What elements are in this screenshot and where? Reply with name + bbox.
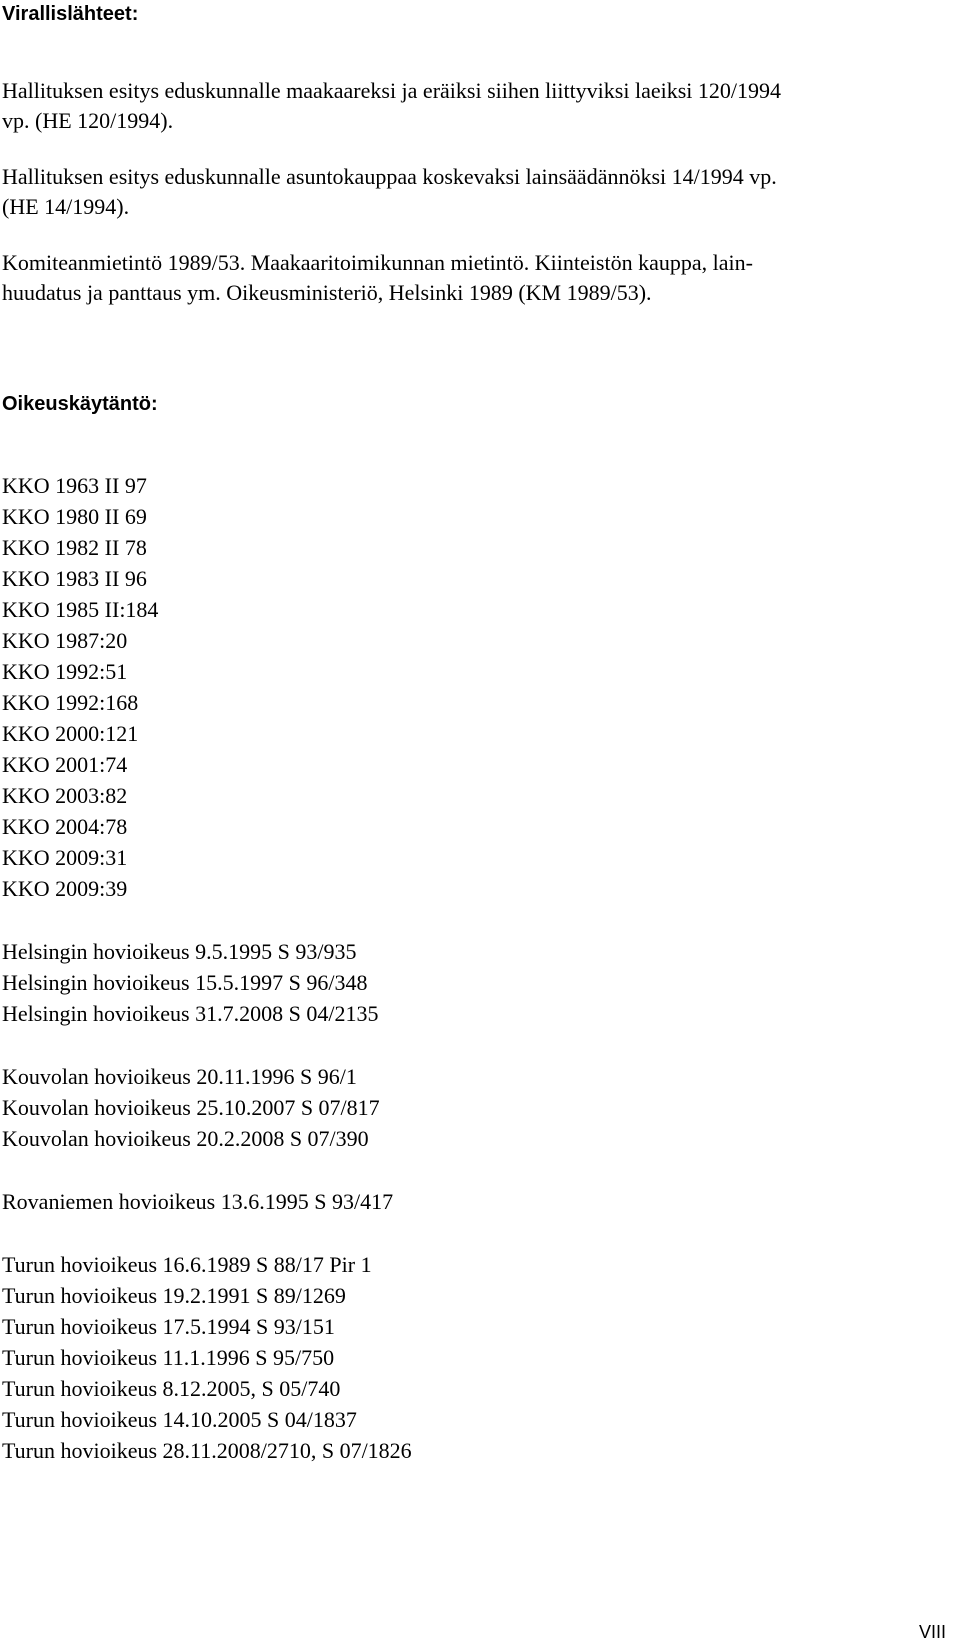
case-item: KKO 1985 II:184 (2, 597, 159, 622)
source-line: (HE 14/1994). (2, 194, 130, 219)
case-item: Helsingin hovioikeus 15.5.1997 S 96/348 (2, 970, 368, 995)
case-item: Rovaniemen hovioikeus 13.6.1995 S 93/417 (2, 1189, 394, 1214)
case-item: Helsingin hovioikeus 31.7.2008 S 04/2135 (2, 1001, 379, 1026)
case-group-kouvola (2, 1061, 412, 1154)
case-law-heading: Oikeuskäytäntö: (2, 393, 158, 415)
source-line: huudatus ja panttaus ym. Oikeusministeriö, Helsinki 1989 (KM 1989/53). (2, 280, 652, 305)
case-law-list (2, 470, 412, 1498)
case-item: KKO 1980 II 69 (2, 504, 147, 529)
case-item: KKO 1992:168 (2, 690, 139, 715)
source-entry (2, 76, 952, 136)
case-item: KKO 2009:31 (2, 845, 128, 870)
case-item: Turun hovioikeus 14.10.2005 S 04/1837 (2, 1407, 357, 1432)
case-item: KKO 2004:78 (2, 814, 128, 839)
case-item: Kouvolan hovioikeus 25.10.2007 S 07/817 (2, 1095, 380, 1120)
source-line: Komiteanmietintö 1989/53. Maakaaritoimikunnan mietintö. Kiinteistön kauppa, lain- (2, 250, 753, 275)
case-item: KKO 1992:51 (2, 659, 128, 684)
case-item: Turun hovioikeus 28.11.2008/2710, S 07/1826 (2, 1438, 412, 1463)
case-item: Turun hovioikeus 8.12.2005, S 05/740 (2, 1376, 341, 1401)
source-entry (2, 162, 952, 222)
case-group-rovaniemi (2, 1186, 412, 1217)
case-item: KKO 1963 II 97 (2, 473, 147, 498)
case-item: KKO 1983 II 96 (2, 566, 147, 591)
case-item: Kouvolan hovioikeus 20.11.1996 S 96/1 (2, 1064, 357, 1089)
case-item: KKO 2003:82 (2, 783, 128, 808)
case-group-turku (2, 1249, 412, 1466)
case-item: Turun hovioikeus 11.1.1996 S 95/750 (2, 1345, 335, 1370)
source-line: vp. (HE 120/1994). (2, 108, 174, 133)
case-item: KKO 2001:74 (2, 752, 128, 777)
case-item: Turun hovioikeus 17.5.1994 S 93/151 (2, 1314, 335, 1339)
source-entry (2, 248, 952, 308)
case-item: KKO 2000:121 (2, 721, 139, 746)
official-sources-list (2, 76, 952, 334)
case-item: Helsingin hovioikeus 9.5.1995 S 93/935 (2, 939, 357, 964)
case-item: Turun hovioikeus 16.6.1989 S 88/17 Pir 1 (2, 1252, 372, 1277)
source-line: Hallituksen esitys eduskunnalle maakaareksi ja eräiksi siihen liittyviksi laeiksi 120/1994 (2, 78, 782, 103)
case-item: Kouvolan hovioikeus 20.2.2008 S 07/390 (2, 1126, 369, 1151)
case-item: KKO 1982 II 78 (2, 535, 147, 560)
case-item: Turun hovioikeus 19.2.1991 S 89/1269 (2, 1283, 346, 1308)
source-line: Hallituksen esitys eduskunnalle asuntokauppaa koskevaksi lainsäädännöksi 14/1994 vp. (2, 164, 777, 189)
case-item: KKO 1987:20 (2, 628, 128, 653)
case-group-supreme-court (2, 470, 412, 904)
case-group-helsinki (2, 936, 412, 1029)
official-sources-heading: Virallislähteet: (2, 3, 139, 25)
case-item: KKO 2009:39 (2, 876, 128, 901)
page-number: VIII (918, 1622, 946, 1642)
